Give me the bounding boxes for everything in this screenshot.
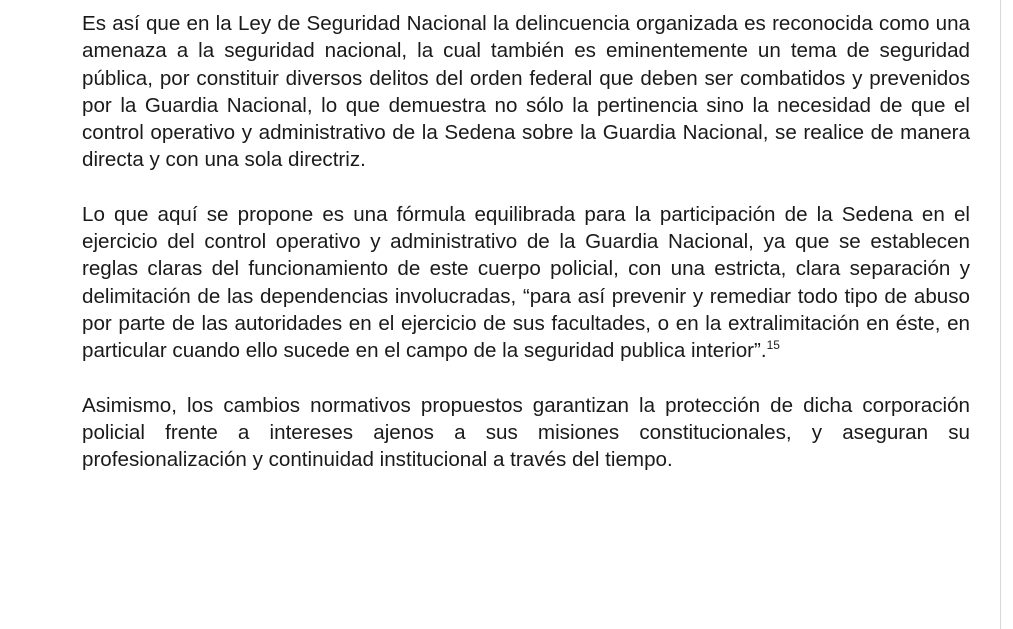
page-edge-divider <box>1000 0 1001 629</box>
paragraph-2-text: Lo que aquí se propone es una fórmula equilibrada para la participación de la Sedena en el ejercicio del control operativo y administrativo de la Guardia Nacional, ya que se establecen reglas claras del funcionamiento de este cuerpo policial, con una estricta, clara separación y delimitación de las dependencias involucradas, “para así prevenir y remediar todo tipo de abuso por parte de las autoridades en el ejercicio de sus facultades, o en la extralimitación en éste, en particular cuando ello sucede en el campo de la seguridad publica interior”. <box>82 202 970 363</box>
document-page <box>82 10 970 500</box>
paragraph-3 <box>82 392 970 474</box>
paragraph-1 <box>82 10 970 174</box>
paragraph-1-text: Es así que en la Ley de Seguridad Nacional la delincuencia organizada es reconocida como una amenaza a la seguridad nacional, la cual también es eminentemente un tema de seguridad pública, por constituir diversos delitos del orden federal que deben ser combatidos y prevenidos por la Guardia Nacional, lo que demuestra no sólo la pertinencia sino la necesidad de que el control operativo y administrativo de la Sedena sobre la Guardia Nacional, se realice de manera directa y con una sola directriz. <box>82 12 970 172</box>
paragraph-3-text: Asimismo, los cambios normativos propuestos garantizan la protección de dicha corporación policial frente a intereses ajenos a sus misiones constitucionales, y aseguran su profesionalización y continuidad institucional a través del tiempo. <box>82 393 970 472</box>
footnote-reference[interactable]: 15 <box>766 338 780 353</box>
paragraph-2 <box>82 201 970 365</box>
